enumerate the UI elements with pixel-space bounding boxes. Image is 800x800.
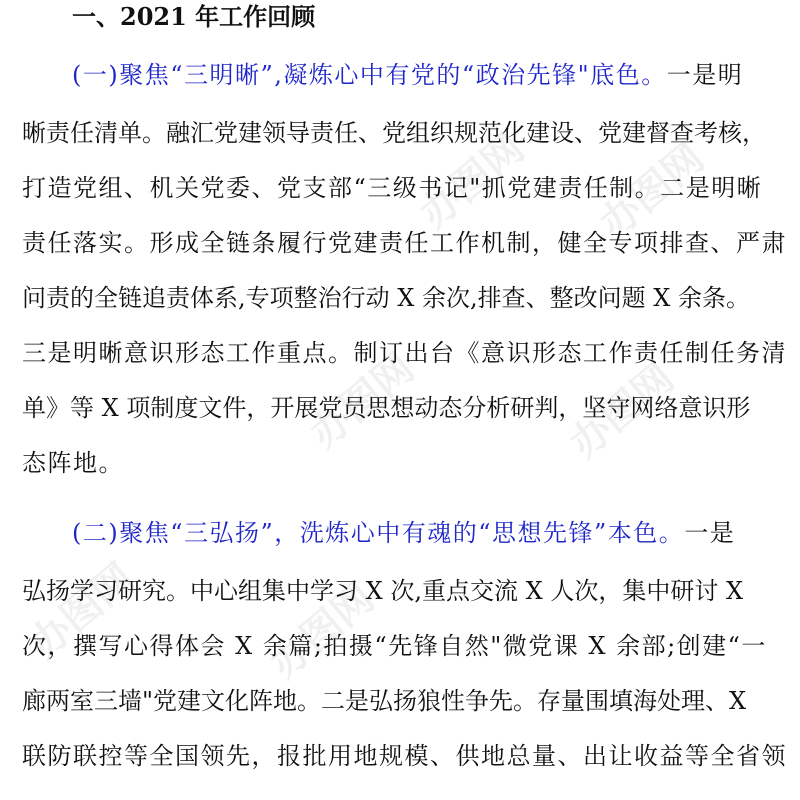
paragraph-line: 打造党组、机关党委、党支部“三级书记"抓党建责任制。二是明晰	[22, 174, 763, 202]
paragraph-line	[72, 518, 735, 548]
watermark: 办图网	[21, 554, 143, 668]
paragraph-text: 一是明	[666, 61, 744, 89]
paragraph-line: 弘扬学习研究。中心组集中学习 X 次,重点交流 X 人次，集中研讨 X	[22, 577, 744, 605]
paragraph-line: 问责的全链追责体系,专项整治行动 X 余次,排查、整改问题 X 余条。	[22, 284, 750, 312]
paragraph-line: 次，撰写心得体会 X 余篇;拍摄“先锋自然"微党课 X 余部;创建“一	[22, 632, 767, 660]
paragraph-line: 责任落实。形成全链条履行党建责任工作机制，健全专项排查、严肃	[22, 229, 787, 257]
watermark: 办图网	[411, 124, 533, 238]
paragraph-line: 单》等 X 项制度文件，开展党员思想动态分析研判，坚守网络意识形	[22, 394, 751, 422]
paragraph-line: 廊两室三墙"党建文化阵地。二是弘扬狼性争先。存量围填海处理、X	[22, 687, 747, 715]
watermark: 办图网	[591, 134, 713, 248]
watermark: 办图网	[301, 344, 423, 458]
section-heading: 一、2021 年工作回顾	[72, 2, 316, 31]
paragraph-line: 联防联控等全国领先，报批用地规模、供地总量、出让收益等全省领	[22, 742, 787, 770]
watermark: 办图网	[561, 354, 683, 468]
paragraph-text: 一是	[684, 519, 736, 547]
paragraph-line: 三是明晰意识形态工作重点。制订出台《意识形态工作责任制任务清	[22, 339, 787, 367]
watermark: 办图网	[261, 574, 383, 688]
paragraph-line: 晰责任清单。融汇党建领导责任、党组织规范化建设、党建督查考核，	[22, 119, 766, 147]
subsection-title: (二)聚焦“三弘扬”，洗炼心中有魂的“思想先锋”本色。	[72, 519, 685, 547]
subsection-title: (一)聚焦“三明晰”,凝炼心中有党的“政治先锋"底色。	[72, 61, 667, 89]
paragraph-line: 态阵地。	[22, 449, 124, 477]
paragraph-line	[72, 60, 743, 90]
